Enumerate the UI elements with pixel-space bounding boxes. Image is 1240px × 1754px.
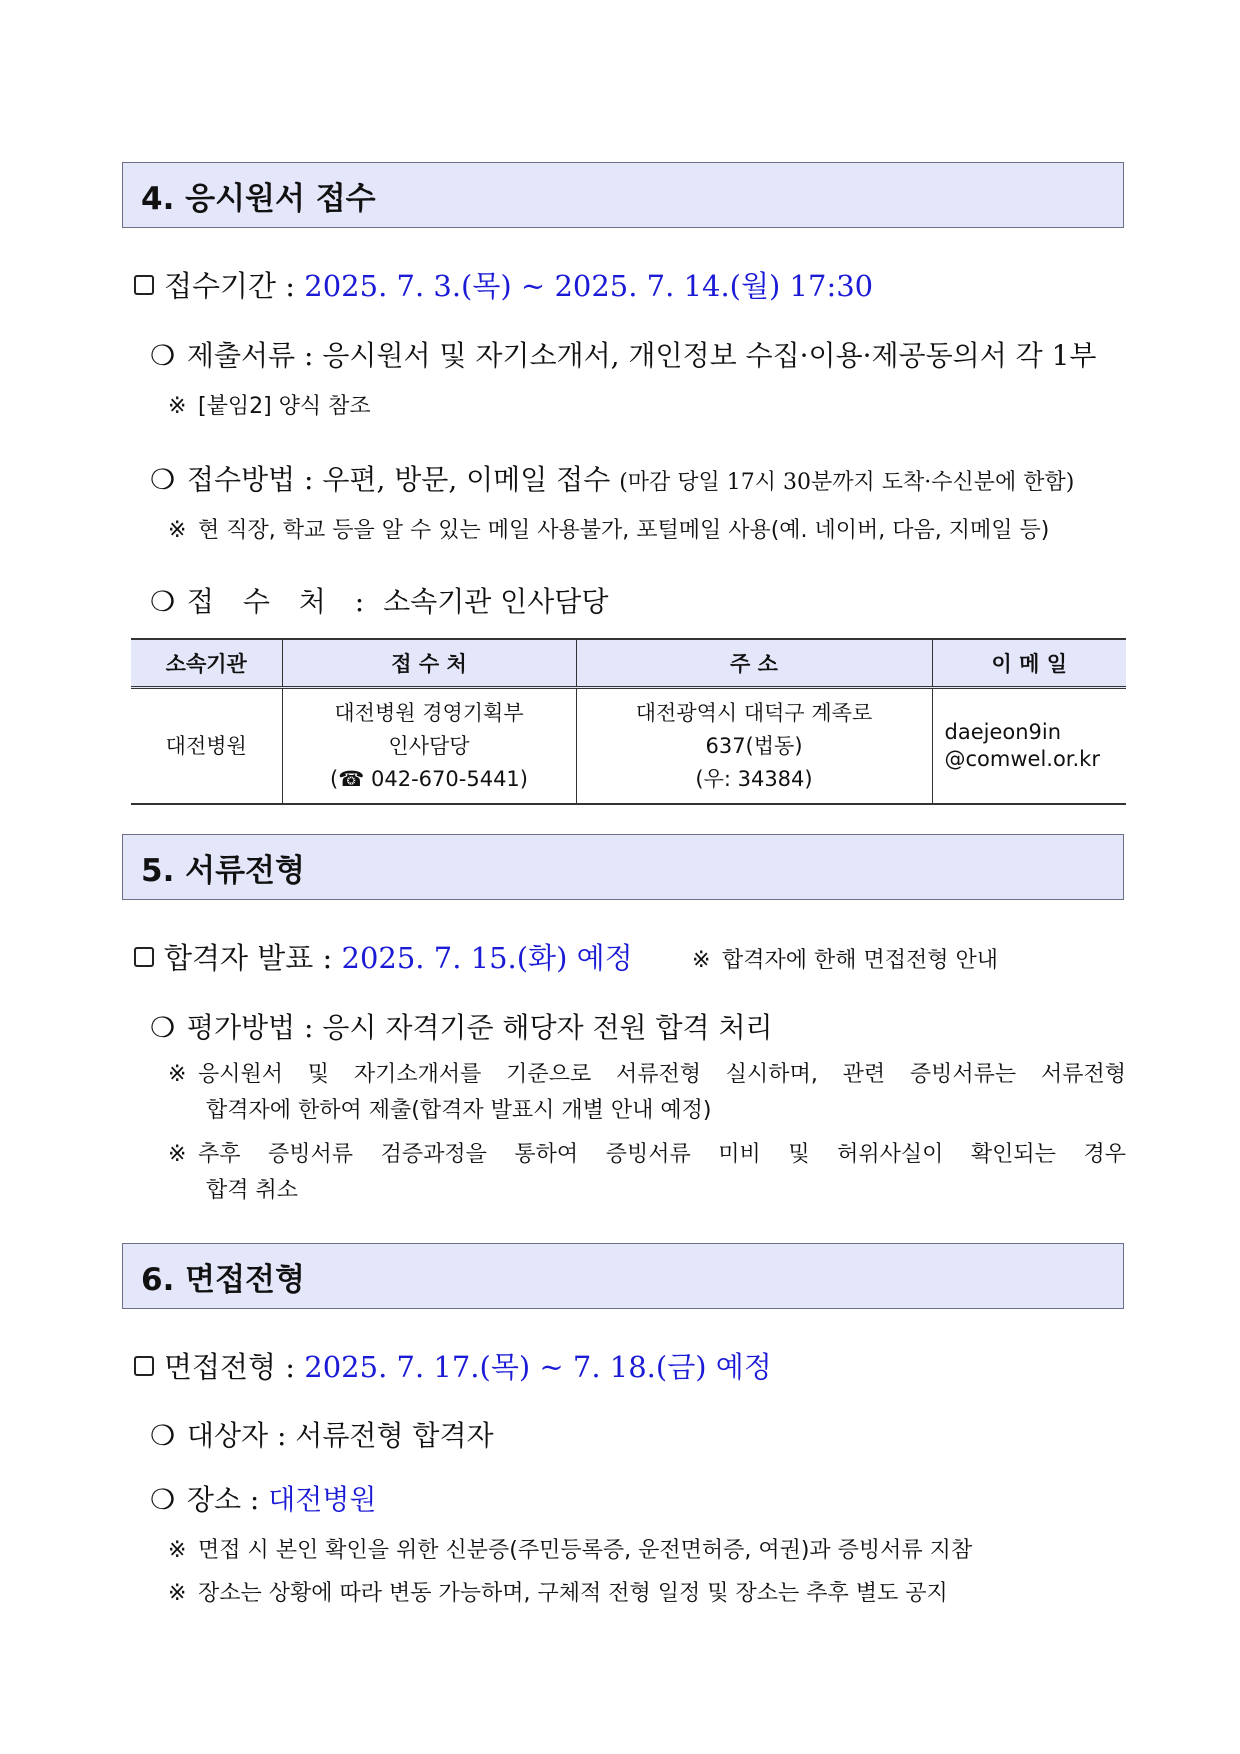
method-value: 우편, 방문, 이메일 접수 <box>322 463 611 496</box>
method-note <box>168 513 1049 544</box>
cell-receiver <box>282 688 576 805</box>
receipt-period-label: 접수기간 : <box>164 269 296 303</box>
documents-note <box>168 389 371 420</box>
receipt-table <box>131 638 1126 805</box>
note-mark-icon: ※ <box>692 948 711 973</box>
email-line-2: @comwel.or.kr <box>944 747 1100 771</box>
documents-note-text: [붙임2] 양식 참조 <box>198 394 371 419</box>
col-header-receiver: 접 수 처 <box>282 639 576 688</box>
method-label: 접수방법 : <box>186 463 314 496</box>
interview-label: 면접전형 : <box>164 1350 296 1384</box>
eval-note-2 <box>168 1137 1126 1209</box>
eval-note-1 <box>168 1057 1126 1129</box>
checkbox-square-icon <box>134 947 154 967</box>
section-4-header <box>122 162 1124 228</box>
interview-value: 2025. 7. 17.(목) ~ 7. 18.(금) 예정 <box>304 1350 772 1384</box>
announce-value: 2025. 7. 15.(화) 예정 <box>341 941 633 975</box>
receiver-team: 인사담당 <box>388 733 470 758</box>
method-note-text: 현 직장, 학교 등을 알 수 있는 메일 사용불가, 포털메일 사용(예. 네이버, 다음, 지메일 등) <box>198 518 1050 543</box>
announce-label: 합격자 발표 : <box>164 941 333 975</box>
place-line <box>150 1478 376 1518</box>
circle-bullet-icon: ❍ <box>150 339 176 372</box>
receiver-phone: (☎ 042-670-5441) <box>330 766 528 791</box>
note-mark-icon: ※ <box>168 1062 187 1087</box>
receipt-period-value: 2025. 7. 3.(목) ~ 2025. 7. 14.(월) 17:30 <box>304 269 874 303</box>
documents-label: 제출서류 : <box>186 339 314 372</box>
circle-bullet-icon: ❍ <box>150 1483 176 1516</box>
eval-note-1a: 응시원서 및 자기소개서를 기준으로 서류전형 실시하며, 관련 증빙서류는 서류전형 <box>198 1062 1126 1087</box>
interview-note-1-text: 면접 시 본인 확인을 위한 신분증(주민등록증, 운전면허증, 여권)과 증빙서류 지참 <box>198 1538 973 1563</box>
receiver-line <box>150 580 608 620</box>
circle-bullet-icon: ❍ <box>150 463 176 496</box>
col-header-org: 소속기관 <box>131 639 282 688</box>
eval-note-2a: 추후 증빙서류 검증과정을 통하여 증빙서류 미비 및 허위사실이 확인되는 경우 <box>198 1142 1126 1167</box>
receiver-dept: 대전병원 경영기획부 <box>334 700 524 725</box>
note-mark-icon: ※ <box>168 1142 187 1167</box>
cell-email <box>932 688 1126 805</box>
cell-address <box>576 688 932 805</box>
announce-note <box>692 943 998 974</box>
target-label: 대상자 : <box>186 1419 287 1452</box>
announce-line <box>134 936 633 977</box>
eval-value: 응시 자격기준 해당자 전원 합격 처리 <box>322 1011 773 1044</box>
eval-line <box>150 1006 773 1046</box>
checkbox-square-icon <box>134 1356 154 1376</box>
section-4-title: 4. 응시원서 접수 <box>141 180 376 217</box>
note-mark-icon: ※ <box>168 1581 187 1606</box>
address-line-1: 대전광역시 대덕구 계족로 <box>635 700 873 725</box>
note-mark-icon: ※ <box>168 394 187 419</box>
interview-line <box>134 1345 772 1386</box>
place-value: 대전병원 <box>268 1483 377 1516</box>
section-5-header <box>122 834 1124 900</box>
checkbox-square-icon <box>134 275 154 295</box>
section-5-title: 5. 서류전형 <box>141 852 305 889</box>
method-paren: (마감 당일 17시 30분까지 도착·수신분에 한함) <box>619 470 1075 495</box>
interview-note-2-text: 장소는 상황에 따라 변동 가능하며, 구체적 전형 일정 및 장소는 추후 별도 공지 <box>198 1581 948 1606</box>
announce-note-text: 합격자에 한해 면접전형 안내 <box>722 948 999 973</box>
cell-org: 대전병원 <box>131 688 282 805</box>
table-header-row <box>131 639 1126 688</box>
eval-note-1b: 합격자에 한하여 제출(합격자 발표시 개별 안내 예정) <box>206 1098 712 1123</box>
circle-bullet-icon: ❍ <box>150 1419 176 1452</box>
eval-note-2b: 합격 취소 <box>206 1178 299 1203</box>
note-mark-icon: ※ <box>168 518 187 543</box>
interview-note-2 <box>168 1576 948 1607</box>
documents-line <box>150 334 1096 374</box>
place-label: 장소 : <box>186 1483 260 1516</box>
col-header-address: 주 소 <box>576 639 932 688</box>
target-line <box>150 1414 494 1454</box>
address-line-2: 637(법동) <box>705 733 803 758</box>
circle-bullet-icon: ❍ <box>150 585 176 618</box>
col-header-email: 이 메 일 <box>932 639 1126 688</box>
receiver-value: 소속기관 인사담당 <box>383 585 609 618</box>
circle-bullet-icon: ❍ <box>150 1011 176 1044</box>
receiver-label: 접 수 처 : <box>186 585 375 618</box>
section-6-header <box>122 1243 1124 1309</box>
method-line <box>150 458 1074 498</box>
address-line-3: (우: 34384) <box>695 766 813 791</box>
receipt-period-line <box>134 264 873 305</box>
interview-note-1 <box>168 1533 972 1564</box>
section-6-title: 6. 면접전형 <box>141 1261 305 1298</box>
target-value: 서류전형 합격자 <box>295 1419 494 1452</box>
eval-label: 평가방법 : <box>186 1011 314 1044</box>
table-row <box>131 688 1126 805</box>
email-line-1: daejeon9in <box>944 720 1062 744</box>
documents-value: 응시원서 및 자기소개서, 개인정보 수집·이용·제공동의서 각 1부 <box>322 339 1097 372</box>
note-mark-icon: ※ <box>168 1538 187 1563</box>
